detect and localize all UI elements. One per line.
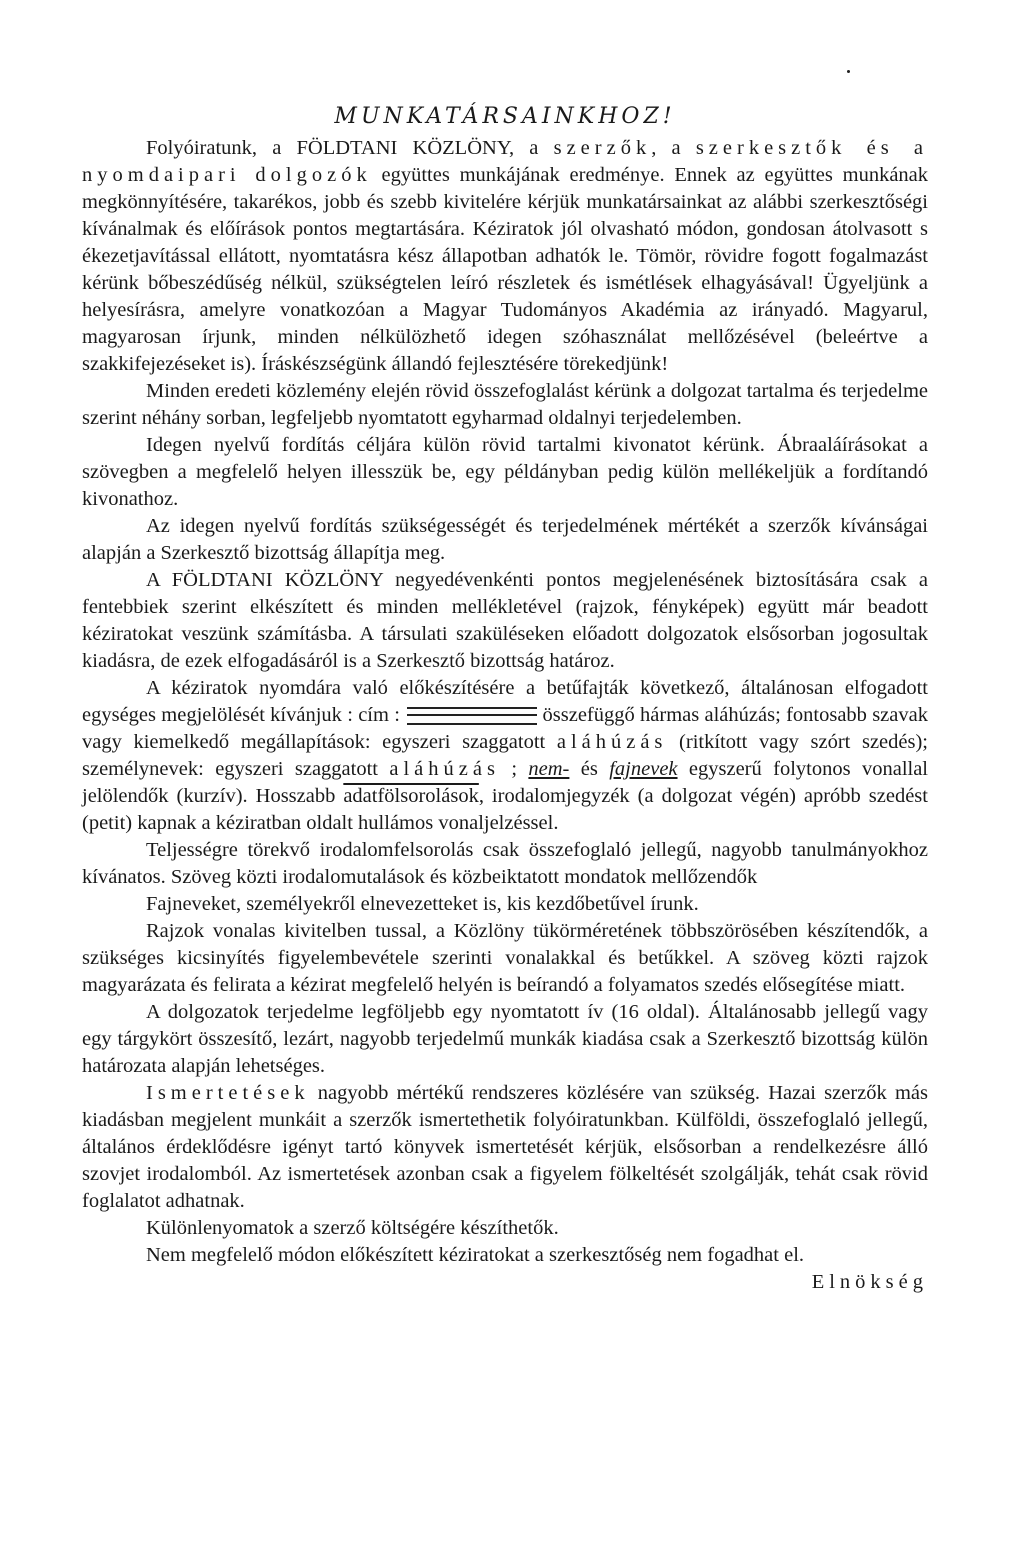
paragraph-species-names: Fajneveket, személyekről elnevezetteket is, kis kezdőbetűvel írunk. bbox=[146, 893, 699, 915]
paragraph-publication-schedule: A FÖLDTANI KÖZLÖNY negyedévenkénti pontos megjelenésének biztosítására csak a fentebbiek szerint elkészített és minden mellékletével (rajzok, fényképek) együtt már beadott kéziratokat veszünk számításba. A társulati szaküléseken előadott dolgozatok elsősorban jogosultak kiadásra, de ezek elfogadásáról is a Szerkesztő bizottság határoz. bbox=[82, 569, 928, 672]
paragraph-translation-scope: Az idegen nyelvű fordítás szükségességét és terjedelmének mértékét a szerzők kívánságai alapján a Szerkesztő bizottság állapítja meg. bbox=[82, 515, 928, 564]
signature-line bbox=[82, 1269, 928, 1296]
paragraph-summary: Minden eredeti közlemény elején rövid összefoglalást kérünk a dolgozat tartalma és terjedelme szerint néhány sorban, legfeljebb nyomtatott egyharmad oldalnyi terjedelemben. bbox=[82, 380, 928, 429]
paragraph-drawings: Rajzok vonalas kivitelben tussal, a Közlöny tükörméretének többszörösében készítendők, a szükséges kicsinyítés figyelembevétele szerinti vonalakkal és betűkkel. A szöveg közti rajzok magyarázata és felirata a kézirat megfelelő helyén is beírandó a folyamatos szedés elősegítése miatt. bbox=[82, 920, 928, 996]
triple-underline-sample bbox=[407, 707, 537, 725]
paragraph-bibliography: Teljességre törekvő irodalomfelsorolás csak összefoglaló jellegű, nagyobb tanulmányokhoz kívánatos. Szöveg közti irodalomutalások és közbeiktatott mondatok mellőzendők bbox=[82, 839, 928, 888]
paragraph-length-limit: A dolgozatok terjedelme legföljebb egy nyomtatott ív (16 oldal). Általánosabb jellegű vagy egy tárgykört összesítő, lezárt, nagyobb terjedelmű munkák kiadása csak a Szerkesztő bizottság külön határozata alapján lehetséges. bbox=[82, 1001, 928, 1077]
paragraph-intro: Folyóiratunk, a FÖLDTANI KÖZLÖNY, a szerzők, a szerkesztők és a nyomdaipari dolgozók együttes munkájának eredménye. Ennek az együttes munkának megkönnyítésére, takarékos, jobb és szebb kivitelére kérjük munkatársainkat az alábbi szerkesztőségi kívánalmak és előírások pontos megtartására. Kéziratok jól olvasható módon, gondosan átolvasott s ékezetjavítással ellátott, nyomtatásra kész állapotban adhatók le. Tömör, rövidre fogott fogalmazást kérünk bőbeszédűség nélkül, szükségtelen leíró részletek és ismétlések elhagyásával! Ügyeljünk a helyesírásra, amelyre vonatkozóan a Magyar Tudományos Akadémia az irányadó. Magyarul, magyarosan írjunk, minden nélkülözhető idegen szóhasználat mellőzésével (beleértve a szakkifejezéseket is). Íráskészségünk állandó fejlesztésére törekedjünk! bbox=[82, 137, 929, 375]
document-body bbox=[82, 135, 928, 1296]
paragraph-markup-rules: A kéziratok nyomdára való előkészítésére a betűfajták következő, általánosan elfogadott egységes megjelölését kívánjuk : cím : összefüggő hármas aláhúzás; fontosabb szavak vagy kiemelkedő megállapítások: egyszeri szaggatott aláhúzás (ritkított vagy szórt szedés); személynevek: egyszeri szaggatott aláhúzás ; nem- és fajnevek egyszerű folytonos vonallal jelölendők (kurzív). Hosszabb adatfölsorolások, irodalomjegyzék (a dolgozat végén) apróbb szedést (petit) kapnak a kéziratban oldalt hullámos vonaljelzéssel. bbox=[82, 677, 929, 834]
paragraph-reviews: Ismertetések nagyobb mértékű rendszeres közlésére van szükség. Hazai szerzők más kiadásban megjelent munkáit a szerzők ismertethetik folyóiratunkban. Külföldi, összefoglaló jellegű, általános érdeklődésre igényt tartó könyvek ismertetését kérjük, elsősorban a rendelkezésre álló szovjet irodalomból. Az ismertetések azonban csak a figyelem fölkeltését szolgálják, tehát csak rövid foglalatot adhatnak. bbox=[82, 1082, 928, 1212]
page-title: MUNKATÁRSAINKHOZ! bbox=[334, 104, 676, 129]
paragraph-rejection: Nem megfelelő módon előkészített kéziratokat a szerkesztőség nem fogadhat el. bbox=[146, 1244, 805, 1266]
document-page bbox=[82, 66, 928, 1296]
signature: Elnökség bbox=[811, 1271, 928, 1293]
paragraph-translation-abstract: Idegen nyelvű fordítás céljára külön rövid tartalmi kivonatot kérünk. Ábraaláírásokat a szövegben a megfelelő helyen illesszük be, egy példányban pedig külön mellékeljük a fordítandó kivonathoz. bbox=[82, 434, 928, 510]
paragraph-offprints: Különlenyomatok a szerző költségére készíthetők. bbox=[146, 1217, 559, 1239]
